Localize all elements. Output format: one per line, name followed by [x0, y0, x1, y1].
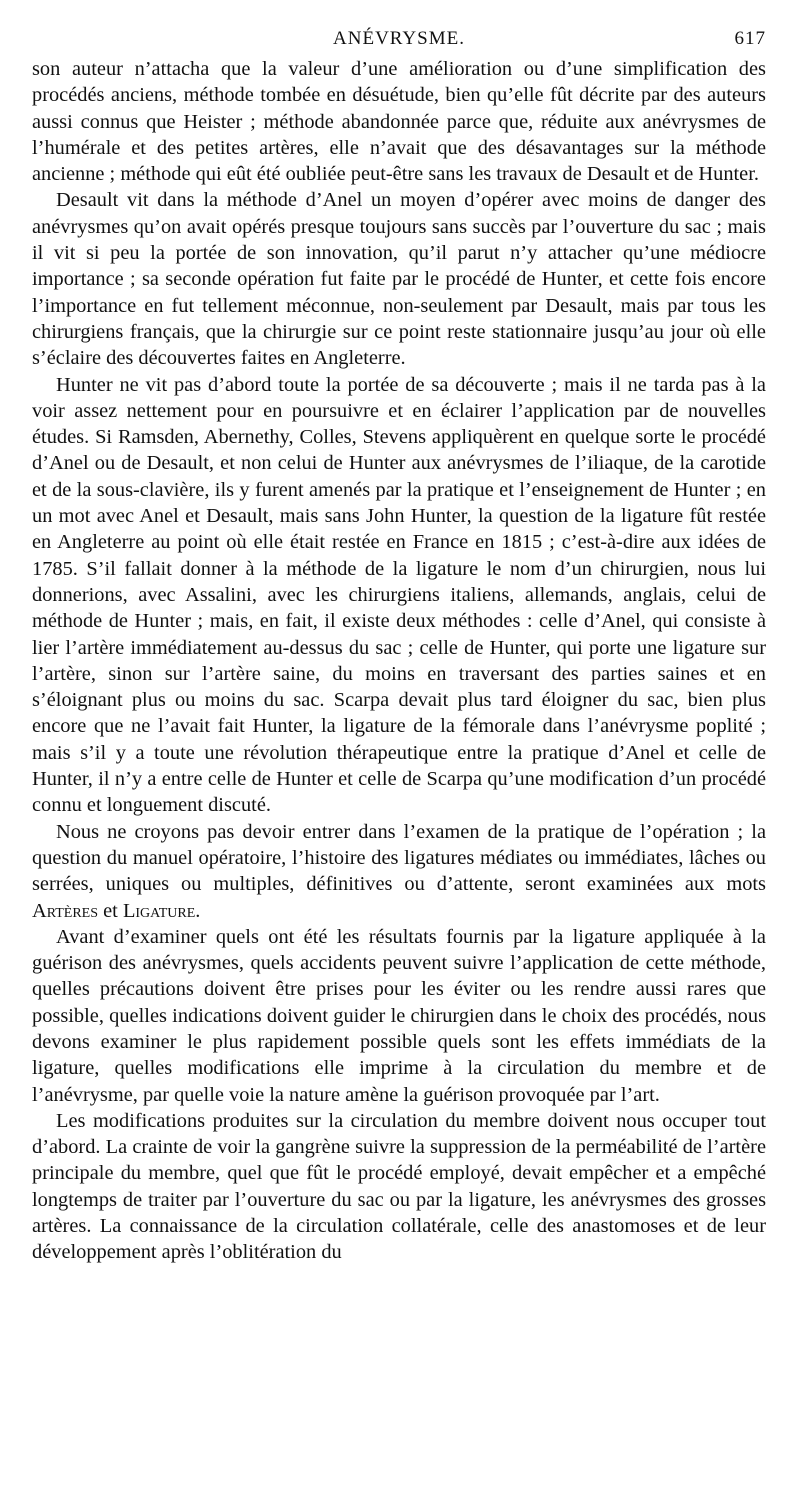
paragraph-4-text-before: Nous ne croyons pas devoir entrer dans l’examen de la pratique de l’opération ; la question du manuel opératoire, l’histoire des ligatures médiates ou immédiates, lâches ou serrées, uniques ou multiples, définitives ou d’attente, seront examinées aux mots [32, 820, 766, 896]
paragraph-3: Hunter ne vit pas d’abord toute la portée de sa découverte ; mais il ne tarda pas à la voir assez nettement pour en poursuivre et en éclairer l’application par de nouvelles études. Si Ramsden, Abernethy, Colles, Stevens appliquèrent en quelque sorte le procédé d’Anel ou de Desault, et non celui de Hunter aux anévrysmes de l’iliaque, de la carotide et de la sous-clavière, ils y furent amenés par la pratique et l’enseignement de Hunter ; en un mot avec Anel et Desault, mais sans John Hunter, la question de la ligature fût restée en Angleterre au point où elle était restée en France en 1815 ; c’est-à-dire aux idées de 1785. S’il fallait donner à la méthode de la ligature le nom d’un chirurgien, nous lui donnerions, avec Assalini, avec les chirurgiens italiens, allemands, anglais, celui de méthode de Hunter ; mais, en fait, il existe deux méthodes : celle d’Anel, qui consiste à lier l’artère immédiatement au-dessus du sac ; celle de Hunter, qui porte une ligature sur l’artère, sinon sur l’artère saine, du moins en traversant des parties saines et en s’éloignant plus ou moins du sac. Scarpa devait plus tard éloigner du sac, bien plus encore que ne l’avait fait Hunter, la ligature de la fémorale dans l’anévrysme poplité ; mais s’il y a toute une révolution thérapeutique entre la pratique d’Anel et celle de Hunter, il n’y a entre celle de Hunter et celle de Scarpa qu’une modification d’un procédé connu et longuement discuté. [32, 373, 766, 817]
cross-reference-ligature: Ligature [122, 899, 196, 922]
page-number: 617 [734, 28, 766, 49]
paragraph-5: Avant d’examiner quels ont été les résultats fournis par la ligature appliquée à la guérison des anévrysmes, quels accidents peuvent suivre l’application de cette méthode, quelles précautions doivent être prises pour les éviter ou les rendre aussi rares que possible, quelles indications doivent guider le chirurgien dans le choix des procédés, nous devons examiner le plus rapidement possible quels sont les effets immédiats de la ligature, quelles modifications elle imprime à la circulation du membre et de l’anévrysme, par quelle voie la nature amène la guérison provoquée par l’art. [32, 925, 766, 1106]
cross-reference-arteres: Artères [32, 899, 99, 922]
paragraph-4-text-middle: et [98, 899, 123, 922]
paragraph-4 [32, 819, 766, 924]
book-page [32, 28, 766, 1266]
paragraph-4-text-after: . [195, 899, 201, 922]
running-title: ANÉVRYSME. [333, 28, 465, 49]
paragraph-2: Desault vit dans la méthode d’Anel un moyen d’opérer avec moins de danger des anévrysmes qu’on avait opérés presque toujours sans succès par l’ouverture du sac ; mais il vit si peu la portée de son innovation, qu’il parut n’y attacher qu’une médiocre importance ; sa seconde opération fut faite par le procédé de Hunter, et cette fois encore l’importance en fut tellement méconnue, non-seulement par Desault, mais par tous les chirurgiens français, que la chirurgie sur ce point reste stationnaire jusqu’au jour où elle s’éclaire des découvertes faites en Angleterre. [32, 189, 766, 370]
body-text [32, 56, 766, 1266]
paragraph-6: Les modifications produites sur la circulation du membre doivent nous occuper tout d’abord. La crainte de voir la gangrène suivre la suppression de la perméabilité de l’artère principale du membre, quel que fût le procédé employé, devait empêcher et a empêché longtemps de traiter par l’ouverture du sac ou par la ligature, les anévrysmes des grosses artères. La connaissance de la circulation collatérale, celle des anastomoses et de leur développement après l’oblitération du [32, 1109, 766, 1264]
running-head [32, 28, 766, 56]
paragraph-1: son auteur n’attacha que la valeur d’une amélioration ou d’une simplification des procédés anciens, méthode tombée en désuétude, bien qu’elle fût décrite par des auteurs aussi connus que Heister ; méthode abandonnée parce que, réduite aux anévrysmes de l’humérale et des petites artères, elle n’avait que des désavantages sur la méthode ancienne ; méthode qui eût été oubliée peut-être sans les travaux de Desault et de Hunter. [32, 58, 766, 186]
